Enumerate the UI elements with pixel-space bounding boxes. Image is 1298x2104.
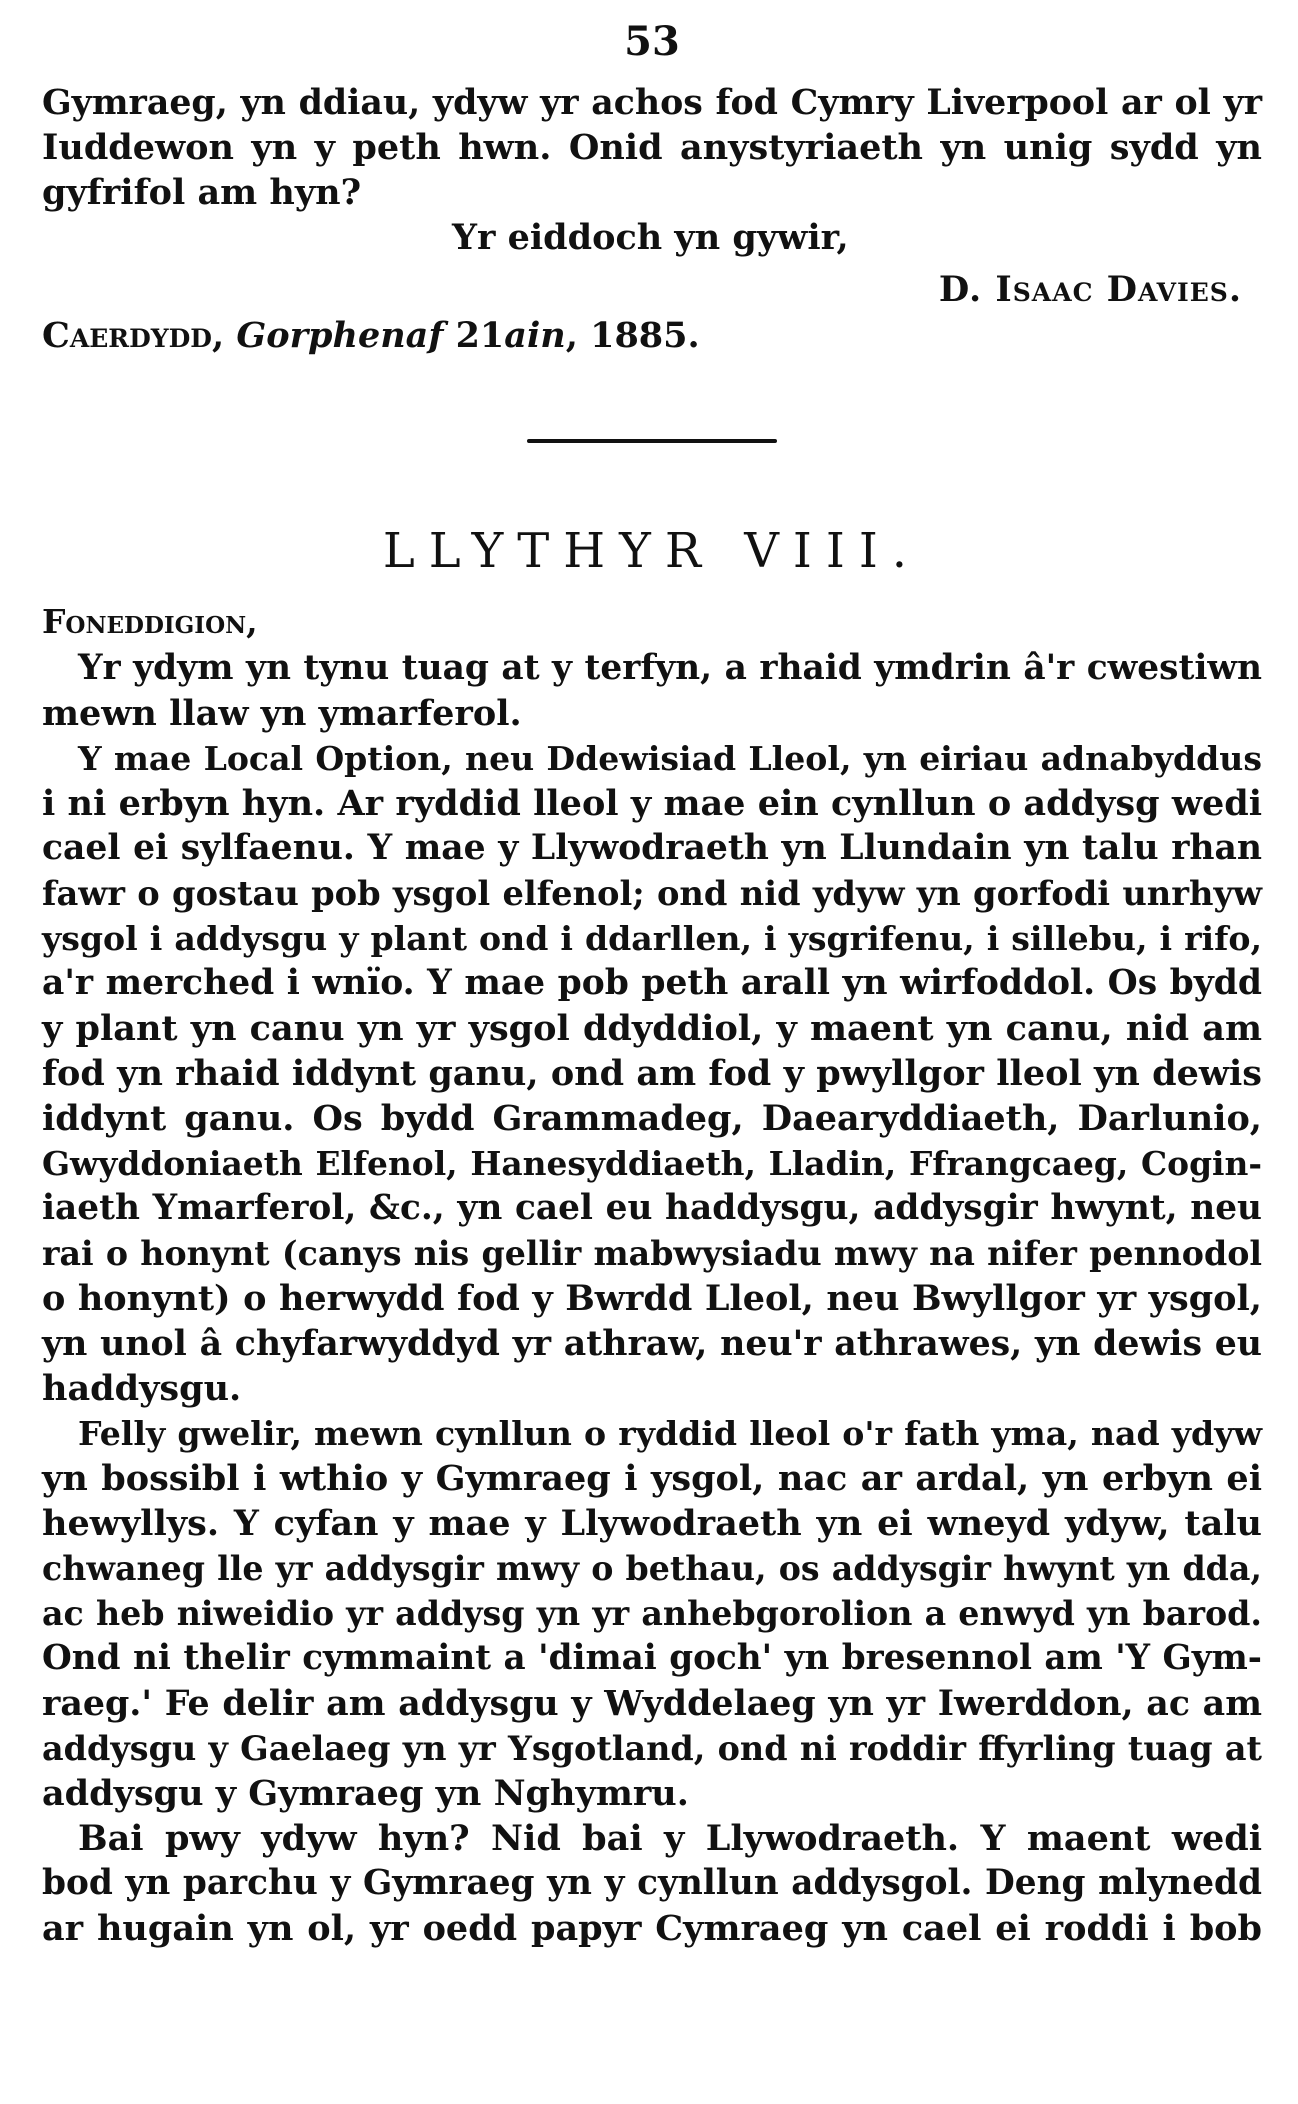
text-line: raeg.' Fe delir am addysgu y Wyddelaeg yn yr Iwerddon, ac am — [42, 1683, 1262, 1724]
text-line: bod yn parchu y Gymraeg yn y cynllun addysgol. Deng mlynedd — [42, 1863, 1262, 1903]
date-day-suffix: ain — [504, 315, 566, 356]
text-line: iddynt ganu. Os bydd Grammadeg, Daearyddiaeth, Darlunio, — [42, 1098, 1262, 1139]
place: Caerdydd, — [42, 315, 225, 356]
text-line: iaeth Ymarferol, &c., yn cael eu haddysgu, addysgir hwynt, neu — [42, 1188, 1262, 1228]
text-line: gyfrifol am hyn? — [42, 172, 362, 213]
text-line: ac heb niweidio yr addysg yn yr anhebgorolion a enwyd yn barod. — [42, 1594, 1262, 1633]
paragraph-3 — [42, 1411, 1262, 1816]
book-page — [42, 18, 1262, 1951]
intro-paragraph — [42, 80, 1262, 215]
text-line: haddysgu. — [42, 1368, 242, 1409]
text-line: yn bossibl i wthio y Gymraeg i ysgol, nac ar ardal, yn erbyn ei — [42, 1458, 1262, 1499]
text-line: ar hugain yn ol, yr oedd papyr Cymraeg yn cael ei roddi i bob — [42, 1908, 1262, 1949]
text-line: Bai pwy ydyw hyn? Nid bai y Llywodraeth. Y maent wedi — [78, 1818, 1262, 1859]
text-line: y plant yn canu yn yr ysgol ddyddiol, y maent yn canu, nid am — [42, 1008, 1262, 1049]
text-line: mewn llaw yn ymarferol. — [42, 693, 522, 734]
text-line: Gwyddoniaeth Elfenol, Hanesyddiaeth, Lladin, Ffrangcaeg, Cogin- — [42, 1144, 1262, 1183]
text-line: Felly gwelir, mewn cynllun o ryddid lleol o'r fath yma, nad ydyw — [78, 1414, 1262, 1453]
text-line: Ond ni thelir cymmaint a 'dimai goch' yn bresennol am 'Y Gym- — [42, 1638, 1262, 1678]
text-line: chwaneg lle yr addysgir mwy o bethau, os addysgir hwynt yn dda, — [42, 1549, 1262, 1588]
text-line: i ni erbyn hyn. Ar ryddid lleol y mae ein cynllun o addysg wedi — [42, 783, 1262, 824]
text-line: fod yn rhaid iddynt ganu, ond am fod y pwyllgor lleol yn dewis — [42, 1053, 1262, 1094]
text-line: addysgu y Gymraeg yn Nghymru. — [42, 1773, 689, 1814]
text-line: rai o honynt (canys nis gellir mabwysiadu mwy na nifer pennodol — [42, 1234, 1262, 1273]
paragraph-1 — [42, 646, 1262, 736]
text-line: yn unol â chyfarwyddyd yr athraw, neu'r athrawes, yn dewis eu — [42, 1323, 1262, 1364]
text-line: addysgu y Gaelaeg yn yr Ysgotland, ond ni roddir ffyrling tuag at — [42, 1729, 1262, 1768]
text-line: Yr ydym yn tynu tuag at y terfyn, a rhaid ymdrin â'r cwestiwn — [78, 648, 1262, 688]
page-number: 53 — [624, 18, 680, 65]
paragraph-4 — [42, 1816, 1262, 1951]
date-day: 21 — [455, 315, 505, 356]
place-date — [42, 313, 700, 358]
letter-closing — [42, 215, 1262, 365]
valediction: Yr eiddoch yn gywir, — [452, 217, 849, 258]
text-line: ysgol i addysgu y plant ond i ddarllen, i ysgrifenu, i sillebu, i rifo, — [42, 919, 1262, 958]
text-line: Iuddewon yn y peth hwn. Onid anystyriaeth yn unig sydd yn — [42, 127, 1262, 168]
signature: D. Isaac Davies. — [938, 269, 1242, 310]
text-line: fawr o gostau pob ysgol elfenol; ond nid ydyw yn gorfodi unrhyw — [42, 873, 1262, 913]
text-line: hewyllys. Y cyfan y mae y Llywodraeth yn ei wneyd ydyw, talu — [42, 1503, 1262, 1544]
text-line: o honynt) o herwydd fod y Bwrdd Lleol, neu Bwyllgor yr ysgol, — [42, 1278, 1262, 1319]
letter-heading: LLYTHYR VIII. — [382, 523, 922, 579]
text-line: a'r merched i wnïo. Y mae pob peth arall yn wirfoddol. Os bydd — [42, 963, 1262, 1003]
date-month: Gorphenaf — [236, 315, 444, 356]
section-divider — [527, 439, 777, 443]
text-line: Gymraeg, yn ddiau, ydyw yr achos fod Cymry Liverpool ar ol yr — [42, 82, 1262, 123]
paragraph-2 — [42, 736, 1262, 1411]
text-line: Y mae Local Option, neu Ddewisiad Lleol, yn eiriau adnabyddus — [78, 739, 1262, 778]
salutation: Foneddigion, — [42, 602, 258, 641]
text-line: cael ei sylfaenu. Y mae y Llywodraeth yn Llundain yn talu rhan — [42, 828, 1262, 868]
date-year: , 1885. — [565, 315, 700, 356]
